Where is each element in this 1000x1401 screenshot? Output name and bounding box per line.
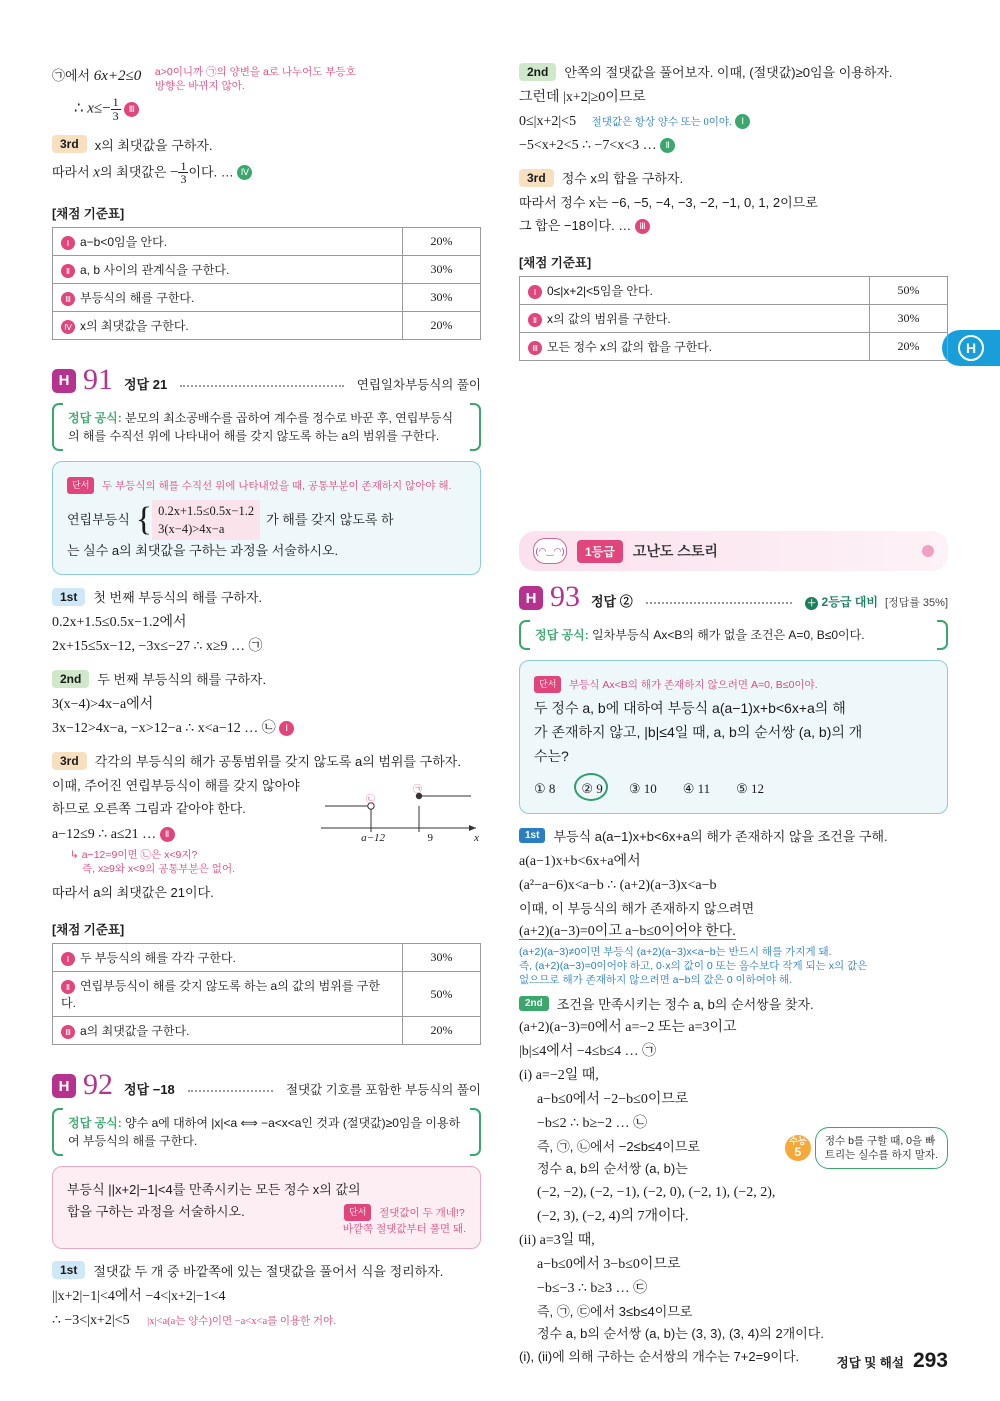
rubric-text: 연립부등식이 해를 갖지 않도록 하는 a의 값의 범위를 구한다. (61, 979, 380, 1010)
storyline-title: 고난도 스토리 (632, 543, 718, 559)
choice-5[interactable]: ⑤ 12 (736, 781, 765, 797)
annotation-abs: 절댓값은 항상 양수 또는 0이야. (591, 117, 732, 128)
hint-line (534, 673, 933, 695)
table-row (53, 255, 481, 283)
roman-numeral-2: Ⅱ (160, 827, 175, 842)
step-badge: 2nd (519, 996, 549, 1011)
problem-topic: 연립일차부등식의 풀이 (356, 377, 481, 392)
hint-text: 두 부등식의 해를 수직선 위에 나타내었을 때, 공통부분이 존재하지 않아야 해. (102, 479, 452, 492)
roman-numeral-2: Ⅱ (660, 138, 675, 153)
step-1st-91 (52, 587, 481, 606)
sol-92-l2: ∴ −3<|x+2|<5 |x|<a(a는 양수)이면 −a<x<a를 이용한 거야. (52, 1312, 336, 1328)
step-3rd-92 (519, 168, 948, 187)
svg-text:㉡: ㉡ (366, 794, 376, 805)
choice-list (534, 778, 933, 800)
problem-mark: H (519, 586, 543, 610)
level-badge: ＋ 2등급 대비 (807, 595, 878, 609)
formula-text: 분모의 최소공배수를 곱하여 계수를 정수로 바꾼 후, 연립부등식의 해를 수직선 위에 나타내어 해를 갖지 않도록 하는 a의 범위를 구한다. (68, 410, 454, 443)
formula-box-91 (52, 403, 481, 451)
rubric-num: Ⅳ (61, 320, 75, 334)
sol-93-l12: (−2, −2), (−2, −1), (−2, 0), (−2, 1), (−2, 2), (537, 1184, 776, 1200)
sol-93-l3: 이때, 이 부등식의 해가 존재하지 않으려면 (519, 900, 755, 916)
sol-93-l13: (−2, 3), (−2, 4)의 7개이다. (537, 1208, 689, 1224)
rubric-num: Ⅱ (528, 313, 542, 327)
step-text: 부등식 a(a−1)x+b<6x+a의 해가 존재하지 않을 조건을 구해. (553, 828, 888, 844)
choice-2[interactable]: ② 9 (581, 778, 602, 800)
rubric-title-2: [채점 기준표] (52, 923, 125, 937)
question-tail-2: 는 실수 a의 최댓값을 구하는 과정을 서술하시오. (67, 543, 339, 559)
plus-icon: ＋ (807, 598, 817, 608)
rubric-table-1 (52, 227, 481, 340)
numberline-label-left: a−12 (361, 832, 385, 845)
rubric-text: 모든 정수 x의 값의 합을 구한다. (547, 340, 713, 354)
step-badge: 1st (52, 588, 85, 606)
system-eq-2: 3(x−4)>4x−a (158, 521, 225, 536)
rubric-text: x의 값의 범위를 구한다. (547, 312, 671, 326)
hint-text-2: 바깥쪽 절댓값부터 풀면 돼. (342, 1223, 466, 1236)
sol-93-l16: −b≤−3 ∴ b≥3 … ㉢ (537, 1280, 648, 1296)
rubric-num: Ⅰ (528, 285, 542, 299)
dot-leader (180, 385, 344, 387)
step-text: 두 번째 부등식의 해를 구하자. (97, 672, 267, 688)
step-1st-93 (519, 826, 948, 845)
hint-line (67, 474, 466, 496)
question-line-1: 두 정수 a, b에 대하여 부등식 a(a−1)x+b<6x+a의 해 (534, 700, 846, 717)
formula-box-93 (519, 620, 948, 650)
rubric-text: a−b<0임을 안다. (80, 234, 168, 249)
rubric-pct: 30% (870, 305, 948, 333)
sol-91-anno2: 즉, x≥9와 x<9의 공통부분은 없어. (82, 863, 236, 876)
rubric-num: Ⅱ (61, 980, 75, 994)
step-2nd-92 (519, 62, 948, 81)
hint-text-1: 절댓값이 두 개네!? (379, 1207, 465, 1220)
step-2nd-93 (519, 994, 948, 1013)
step-text: x의 최댓값을 구하자. (94, 137, 213, 153)
table-row (53, 972, 481, 1017)
rubric-num: Ⅱ (61, 264, 75, 278)
rubric-table-3 (519, 276, 948, 361)
step-text: 첫 번째 부등식의 해를 구하자. (93, 590, 263, 606)
step-1st-92 (52, 1261, 481, 1280)
character-icon: (◠‿◠) (533, 538, 567, 564)
sol-91-l5: 이때, 주어진 연립부등식이 해를 갖지 않아야 (52, 778, 300, 794)
rubric-text: 0≤|x+2|<5임을 안다. (547, 284, 653, 298)
choice-1[interactable]: ① 8 (534, 781, 556, 797)
choice-3[interactable]: ③ 10 (628, 781, 657, 797)
sol-r-l4: 따라서 정수 x는 −6, −5, −4, −3, −2, −1, 0, 1, 2이므로 (519, 195, 818, 210)
question-system-line (67, 500, 466, 540)
choice-4[interactable]: ④ 11 (682, 781, 711, 797)
table-row (520, 333, 948, 361)
rubric-num: Ⅰ (61, 952, 75, 966)
rubric-num: Ⅲ (61, 292, 75, 306)
hint-tag: 단서 (344, 1204, 371, 1221)
sol-92-l1: ||x+2|−1|<4에서 −4<|x+2|−1<4 (52, 1288, 226, 1304)
rubric-pct: 20% (403, 227, 481, 255)
problem-answer: 정답 ② (591, 594, 633, 609)
sol-93-anno-2: 즉, (a+2)(a−3)=0이어야 하고, 0·x의 값이 0 또는 음수보다 작게 되는 x의 값은 (519, 960, 868, 973)
rubric-text: a, b 사이의 관계식을 구한다. (80, 262, 230, 277)
numberline-label-right: 9 (427, 832, 433, 845)
sol-91-l7: a−12≤9 ∴ a≤21 … Ⅱ (52, 824, 481, 845)
step-text: 조건을 만족시키는 정수 a, b의 순서쌍을 찾자. (556, 996, 814, 1012)
tip-bubble (785, 1127, 948, 1169)
step-3rd (52, 135, 481, 154)
footer-label: 정답 및 해설 (836, 1356, 904, 1370)
formula-label: 정답 공식: (68, 1116, 122, 1130)
rubric-pct: 30% (403, 255, 481, 283)
problem-mark: H (52, 1074, 76, 1098)
math-expr: 6x+2≤0 (93, 68, 142, 84)
hint-cluster (343, 1201, 466, 1236)
dot-leader (646, 602, 792, 604)
problem-header-92 (52, 1068, 481, 1101)
question-line-2: 가 존재하지 않고, |b|≤4일 때, a, b의 순서쌍 (a, b)의 개 (534, 723, 863, 740)
question-box-92 (52, 1166, 481, 1249)
sol-r-l5: 그 합은 −18이다. … Ⅲ (519, 216, 948, 236)
question-line-1: 부등식 ||x+2|−1|<4를 만족시키는 모든 정수 x의 값의 (67, 1182, 361, 1197)
rubric-num: Ⅲ (61, 1025, 75, 1039)
hint-text: 부등식 Ax<B의 해가 존재하지 않으려면 A=0, B≤0이야. (569, 679, 818, 691)
formula-text: 양수 a에 대하여 |x|<a ⟺ −a<x<a인 것과 (절댓값)≥0임을 이용하여 부등식의 해를 구한다. (68, 1116, 461, 1148)
step-badge: 1st (52, 1261, 85, 1279)
sol-93-l6: |b|≤4에서 −4≤b≤4 … ㉠ (519, 1043, 657, 1059)
step-text: 정수 x의 합을 구하자. (561, 171, 684, 186)
question-box-93 (519, 660, 948, 814)
sol-91-l4: 3x−12>4x−a, −x>12−a ∴ x<a−12 … ㉡ Ⅰ (52, 718, 481, 739)
roman-numeral-3: Ⅲ (124, 102, 139, 117)
step-text: 각각의 부등식의 해가 공통범위를 갖지 않도록 a의 범위를 구하자. (94, 754, 461, 770)
step-badge: 3rd (519, 169, 554, 187)
sol-93-l17: 즉, ㉠, ㉢에서 3≤b≤4이므로 (537, 1303, 693, 1319)
problem-answer: 정답 21 (124, 376, 168, 392)
rubric-text: x의 최댓값을 구한다. (80, 318, 189, 333)
step-3rd-91 (52, 751, 481, 770)
sol-93-l15: a−b≤0에서 3−b≤0이므로 (537, 1256, 681, 1272)
sol-91-l2: 2x+15≤5x−12, −3x≤−27 ∴ x≥9 … ㉠ (52, 639, 263, 655)
system-eq-1: 0.2x+1.5≤0.5x−1.2 (158, 503, 255, 518)
exam-badge-icon: 수능 5 (785, 1135, 811, 1161)
page-footer (837, 1349, 948, 1373)
table-row (53, 283, 481, 311)
rubric-num: Ⅰ (61, 236, 75, 250)
rubric-text: a의 최댓값을 구한다. (80, 1024, 190, 1038)
step-text: 안쪽의 절댓값을 풀어보자. 이때, (절댓값)≥0임을 이용하자. (564, 65, 893, 80)
sol-93-l4: (a+2)(a−3)=0이고 a−b≤0이어야 한다. (519, 924, 736, 940)
sol-93-l11: 정수 a, b의 순서쌍 (a, b)는 (537, 1161, 688, 1177)
sol-r-l3: −5<x+2<5 ∴ −7<x<3 … Ⅱ (519, 135, 948, 156)
rubric-table-2 (52, 943, 481, 1045)
sol-93-l9: −b≤2 ∴ b≥−2 … ㉡ (537, 1115, 648, 1131)
table-row (520, 277, 948, 305)
step-badge: 2nd (52, 670, 89, 688)
hint-tag: 단서 (534, 676, 561, 693)
decor-dot-icon (922, 545, 934, 557)
sol-91-l8: 따라서 a의 최댓값은 21이다. (52, 884, 214, 900)
numberline-axis-label: x (474, 832, 479, 845)
tab-letter: H (958, 335, 984, 361)
formula-text: 일차부등식 Ax<B의 해가 없을 조건은 A=0, B≤0이다. (592, 628, 865, 642)
rubric-title-3: [채점 기준표] (519, 256, 592, 270)
step-badge: 1st (519, 828, 545, 843)
continued-solution-line1: ㉠에서 6x+2≤0 a>0이니까 ㉠의 양변을 a로 나누어도 부등호 방향은 바뀌지 않아. (52, 65, 481, 93)
sol-93-l14: (ii) a=3일 때, (519, 1232, 595, 1248)
rubric-pct: 50% (870, 277, 948, 305)
formula-box-92 (52, 1108, 481, 1156)
step-text: 절댓값 두 개 중 바깥쪽에 있는 절댓값을 풀어서 식을 정리하자. (93, 1263, 444, 1279)
roman-numeral-1: Ⅰ (735, 114, 750, 129)
sol-91-l3: 3(x−4)>4x−a에서 (52, 697, 154, 713)
solution-line3: 따라서 x의 최댓값은 − $\frac{1}{3}$ 이다. … Ⅳ (52, 160, 481, 186)
tip-text: 정수 b를 구할 때, 0을 빠 트리는 실수를 하지 말자. (815, 1127, 948, 1169)
table-row (53, 944, 481, 972)
sol-92-anno: |x|<a(a는 양수)이면 −a<x<a를 이용한 거야. (147, 1315, 336, 1327)
sol-93-l8: a−b≤0에서 −2−b≤0이므로 (537, 1091, 689, 1107)
rubric-text: 부등식의 해를 구한다. (80, 290, 195, 305)
section-tab-h (942, 330, 1000, 366)
annotation-1: a>0이니까 ㉠의 양변을 a로 나누어도 부등호 방향은 바뀌지 않아. (154, 66, 356, 93)
sol-93-l1: a(a−1)x+b<6x+a에서 (519, 853, 641, 869)
step-badge: 2nd (519, 63, 556, 81)
left-column (52, 62, 481, 1361)
sol-93-l5: (a+2)(a−3)=0에서 a=−2 또는 a=3이고 (519, 1019, 737, 1035)
table-row (53, 227, 481, 255)
rubric-pct: 20% (870, 333, 948, 361)
sol-91-l1: 0.2x+1.5≤0.5x−1.2에서 (52, 615, 187, 631)
question-line-2-wrap (67, 1201, 466, 1236)
rubric-text: 두 부등식의 해를 각각 구한다. (80, 951, 236, 965)
step-badge: 3rd (52, 752, 87, 770)
sol-93-anno-1: (a+2)(a−3)≠0이면 부등식 (a+2)(a−3)x<a−b는 반드시 해를 가지게 돼. (519, 946, 832, 959)
problem-answer: 정답 −18 (124, 1082, 175, 1097)
correct-rate: [정답률 35%] (884, 597, 948, 609)
hint-tag: 단서 (67, 477, 94, 494)
formula-label: 정답 공식: (68, 410, 122, 425)
rubric-pct: 20% (403, 311, 481, 339)
problem-number: 92 (83, 1068, 113, 1101)
problem-header-91 (52, 362, 481, 396)
sol-93-l7: (i) a=−2일 때, (519, 1067, 599, 1083)
table-row (53, 311, 481, 339)
rubric-pct: 30% (403, 944, 481, 972)
dot-leader (188, 1090, 273, 1092)
question-line-2: 합을 구하는 과정을 서술하시오. (67, 1204, 245, 1220)
tip-area (519, 1134, 948, 1179)
question-lead: 연립부등식 (67, 511, 130, 527)
problem-topic: 절댓값 기호를 포함한 부등식의 풀이 (285, 1083, 481, 1097)
roman-numeral-3: Ⅲ (635, 219, 650, 234)
sol-93-anno-3: 없으므로 해가 존재하지 않으려면 a−b의 값은 0 이하여야 해. (519, 974, 793, 987)
rubric-pct: 50% (403, 972, 481, 1017)
roman-numeral-1: Ⅰ (279, 721, 294, 736)
footer-page-number: 293 (912, 1349, 948, 1372)
sol-93-l2: (a²−a−6)x<a−b ∴ (a+2)(a−3)x<a−b (519, 877, 717, 893)
table-row (53, 1017, 481, 1045)
rubric-pct: 20% (403, 1017, 481, 1045)
step-2nd-91 (52, 669, 481, 688)
sol-91-l6: 하므로 오른쪽 그림과 같아야 한다. (52, 800, 246, 816)
question-box-91 (52, 461, 481, 575)
solution-line2: ∴ x≤− $\frac{1}{3}$ Ⅲ (74, 96, 481, 122)
problem-header-93 (519, 580, 948, 613)
sol-93-l10: 즉, ㉠, ㉡에서 −2≤b≤4이므로 (537, 1138, 700, 1154)
sol-r-l2: 0≤|x+2|<5 절댓값은 항상 양수 또는 0이야. Ⅰ (519, 111, 948, 132)
number-line-figure (311, 778, 481, 848)
rubric-pct: 30% (403, 283, 481, 311)
problem-number: 93 (550, 580, 580, 613)
roman-numeral-4: Ⅳ (237, 165, 252, 180)
step-badge: 3rd (52, 135, 87, 153)
formula-label: 정답 공식: (535, 628, 589, 642)
sol-91-anno1: ↳ a−12=9이면 ㉡은 x<9지? (70, 849, 198, 862)
question-line-3: 수는? (534, 747, 569, 764)
problem-number: 91 (83, 362, 113, 396)
rubric-num: Ⅲ (528, 341, 542, 355)
rubric-title-1: [채점 기준표] (52, 206, 125, 221)
problem-mark: H (52, 369, 76, 393)
sol-r-l1: 그런데 |x+2|≥0이므로 (519, 90, 646, 105)
table-row (520, 305, 948, 333)
svg-text:㉠: ㉠ (413, 784, 423, 795)
storyline-banner (519, 531, 948, 571)
grade-badge: 1등급 (577, 540, 623, 563)
question-tail-1: 가 해를 갖지 않도록 하 (266, 511, 394, 527)
sol-93-l18: 정수 a, b의 순서쌍 (a, b)는 (3, 3), (3, 4)의 2개이다. (537, 1326, 824, 1342)
system-brace: { 0.2x+1.5≤0.5x−1.2 3(x−4)>4x−a (136, 500, 260, 540)
sol-93-l19: (i), (ii)에 의해 구하는 순서쌍의 개수는 7+2=9이다. (519, 1348, 800, 1364)
